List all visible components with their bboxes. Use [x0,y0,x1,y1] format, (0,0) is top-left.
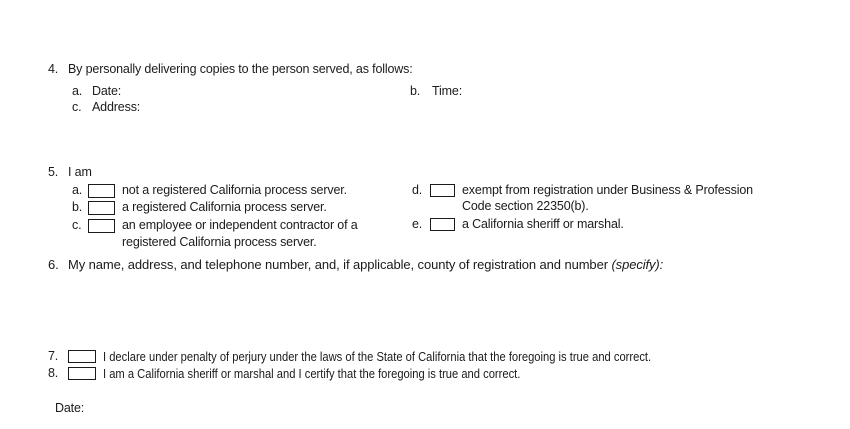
option-5e-label: a California sheriff or marshal. [462,217,624,231]
option-5d [412,183,753,198]
item6-text: My name, address, and telephone number, and, if applicable, county of registration and number [68,257,612,272]
item8-line [48,366,588,381]
item5-line [48,165,92,180]
option-5c-label-line2: registered California process server. [122,235,317,249]
item8-number: 8. [48,366,59,380]
checkbox-5c[interactable] [88,219,115,233]
checkbox-7-declaration[interactable] [68,350,96,363]
item4b-letter: b. [410,84,421,98]
option-5e-letter: e. [412,217,423,231]
item4c-letter: c. [72,100,82,114]
item6-line [48,257,663,272]
item6-number: 6. [48,257,59,272]
item5-number: 5. [48,165,59,179]
address-field-label: Address: [92,100,141,114]
option-5c-label: an employee or independent contractor of a [122,218,358,232]
item5-text: I am [68,165,92,179]
option-5d-letter: d. [412,183,423,197]
option-5a-label: not a registered California process server. [122,183,347,197]
option-5c-letter: c. [72,218,82,232]
checkbox-5e[interactable] [430,218,455,231]
signature-date-label: Date: [55,401,85,415]
item4-line [48,62,413,77]
option-5b [72,200,327,215]
item4b-time [410,84,462,99]
option-5a [72,183,347,198]
checkbox-5b[interactable] [88,201,115,215]
item4a-letter: a. [72,84,83,98]
option-5d-label: exempt from registration under Business & Profession [462,183,753,197]
option-5c [72,218,358,233]
checkbox-5d[interactable] [430,184,455,197]
option-5b-letter: b. [72,200,83,214]
option-5b-label: a registered California process server. [122,200,327,214]
option-5e [412,217,624,232]
item7-number: 7. [48,349,59,363]
item4-text: By personally delivering copies to the person served, as follows: [68,62,413,76]
checkbox-8-sheriff-certification[interactable] [68,367,96,380]
date-field-label: Date: [92,84,122,98]
item7-line [48,349,740,364]
item7-text: I declare under penalty of perjury under the laws of the State of California that the foregoing is true and correct. [103,349,652,364]
item4a-date [72,84,121,99]
item6-specify-label: (specify): [611,257,664,272]
item8-text: I am a California sheriff or marshal and I certify that the foregoing is true and correct. [103,366,521,381]
item4c-address [72,100,140,115]
option-5a-letter: a. [72,183,83,197]
checkbox-5a[interactable] [88,184,115,198]
item4-number: 4. [48,62,59,76]
time-field-label: Time: [432,84,463,98]
option-5d-label-line2: Code section 22350(b). [462,199,589,213]
